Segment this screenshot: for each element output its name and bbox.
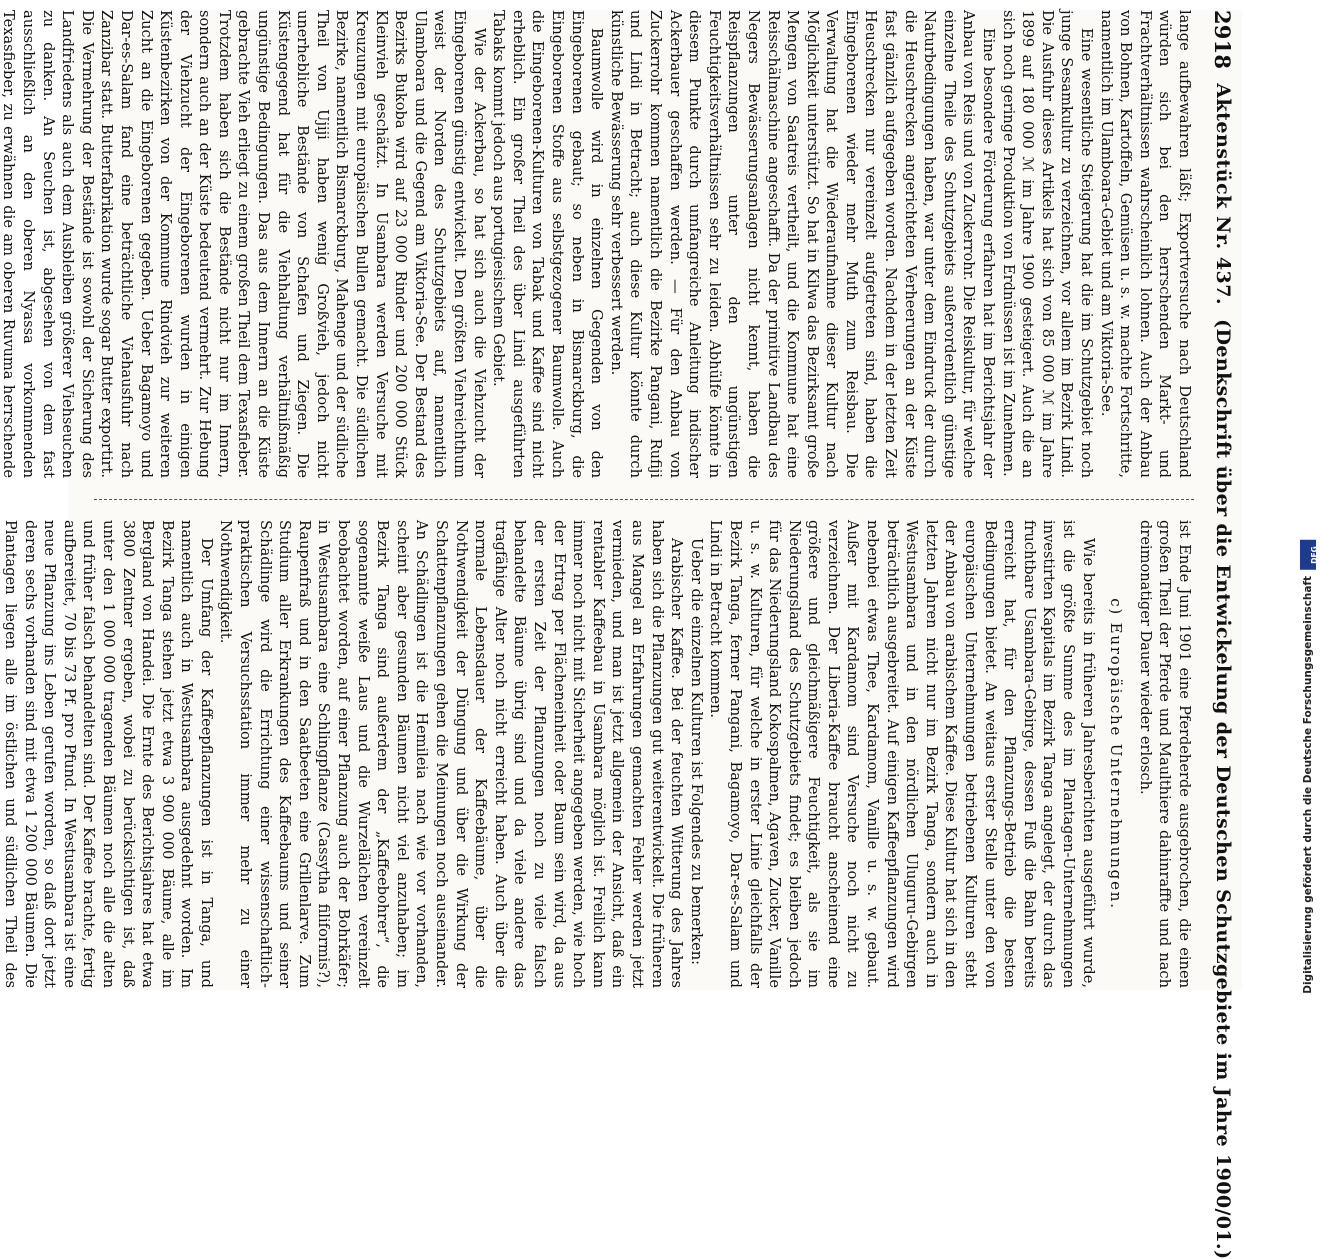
section-heading: c) Europäische Unternehmungen. [1107, 598, 1126, 910]
page-number: 2918 [1210, 10, 1236, 70]
left-column [0, 10, 1194, 479]
running-title: (Denkschrift über die Entwickelung der Deutschen Schutzgebiete im Jahre 1900/01.) [1212, 319, 1234, 1259]
paragraph: Eine besondere Förderung erfahren hat im Berichtsjahr der Anbau von Reis und von Zuckerrohr. Die Reiskultur, für welche einzelne Theile des Schutzgebiets außerordentlich günstige Naturbedingungen haben, war unter dem Eindruck der durch die Heuschrecken angerichteten Verheerungen an der Küste fast gänzlich aufgegeben worden. Nachdem in der letzten Zeit Heuschrecken nur vereinzelt aufgetreten sind, haben die Eingeborenen wieder mehr Muth zum Reisbau. Die Verwaltung hat die Wiederaufnahme dieser Kultur nach Möglichkeit unterstützt. So hat in Kilwa das Bezirksamt große Mengen von Saatreis vertheilt, und die Kommune hat eine Reisschälmaschine angeschafft. Da der primitive Landbau des Negers Bewässerungsanlagen nicht kennt, haben die Reispflanzungen unter den ungünstigen Feuchtigkeitsverhältnissen sehr zu leiden. Abhülfe könnte in diesem Punkte durch umfangreiche Anleitung indischer Ackerbauer geschaffen werden. — Für den Anbau von Zuckerrohr kommen namentlich die Bezirke Pangani, Rufiji und Lindi in Betracht; auch diese Kultur könnte durch künstliche Bewässerung sehr verbessert werden. [607, 10, 998, 479]
column-divider [94, 499, 1194, 500]
paragraph: Arabischer Kaffee. Bei der feuchten Witterung des Jahres haben sich die Pflanzungen gut weiterentwickelt. Die früheren aus Mangel an Erfahrungen gemachten Fehler werden jetzt vermieden, und man ist jetzt allgemein der Ansicht, daß ein rentabler Kaffeebau in Usambara möglich ist. Freilich kann immer noch nicht mit Sicherheit angegeben werden, wie hoch der Ertrag per Flächeneinheit oder Baum sein wird, da aus der ersten Zeit der Pflanzungen noch zu viele falsch behandelte Bäume übrig sind und da viele andere das tragfähige Alter noch nicht erreicht haben. Auch über die normale Lebensdauer der Kaffeebäume, über die Nothwendigkeit der Düngung und über die Wirkung der Schattenpflanzungen gehen die Meinungen noch auseinander. An Schädlingen ist die Hemileia nach wie vor vorhanden, scheint aber gesunden Bäumen nicht viel anzuhaben; im Bezirk Tanga sind außerdem der „Kaffeebohrer“, die sogenannte weiße Laus und die Wurzelälchen vereinzelt beobachtet worden, auf einer Pflanzung auch der Bohrkäfer; in Westusambara eine Schlingpflanze (Cassytha filiformis?), Raupenfraß und in den Saatbeeten eine Grillenlarve. Zum Studium aller Erkrankungen des Kaffeebaums und seiner Schädlinge wird die Errichtung einer wissenschaftlich-praktischen Versuchsstation immer mehr zu einer Nothwendigkeit. [217, 520, 686, 988]
right-column [1, 520, 1194, 988]
paragraph: lange aufbewahren läßt; Exportversuche nach Deutschland würden sich bei den herrschenden Markt- und Frachtverhältnissen wahrscheinlich lohnen. Auch der Anbau von Bohnen, Kartoffeln, Gemüsen u. s. w. machte Fortschritte, namentlich im Ulamboara-Gebiet und am Viktoria-See. [1097, 10, 1193, 478]
page-header [1204, 10, 1242, 1259]
document-number: Aktenstück Nr. 437. [1212, 83, 1234, 306]
dfg-logo: DFG [1300, 540, 1316, 570]
paragraph: ist Ende Juni 1901 eine Pferdeherde ausgebrochen, die einen großen Theil der Pferde und Maulthiere dahinraffte und nach dreimonatiger Dauer wieder erlosch. [1136, 520, 1193, 988]
paragraph: Wie bereits in früheren Jahresberichten ausgeführt wurde, ist die größte Summe des im Plantagen-Unternehmungen investirten Kapitals im Bezirk Tanga angelegt, der durch das fruchtbare Usambara-Gebirge, dessen Fuß die Bahn bereits erreicht hat, für den Pflanzungs-Betrieb die besten Bedingungen bietet. An weitaus erster Stelle unter den von europäischen Unternehmungen betriebenen Kulturen steht der Anbau von arabischem Kaffee. Diese Kultur hat sich in den letzten Jahren nicht nur im Bezirk Tanga, sondern auch in Westusambara und in den nördlichen Uluguru-Gebirgen beträchtlich ausgebreitet. Auf einigen Kaffeepflanzungen wird nebenbei etwas Thee, Kardamom, Vanille u. s. w. gebaut. Außer mit Kardamom sind Versuche noch nicht zu verzeichnen. Der Liberia-Kaffee braucht anscheinend eine größere und gleichmäßigere Feuchtigkeit, als sie im Niederungsland des Schutzgebiets findet; es bleiben jedoch für das Niederungsland Kokospalmen, Agaven, Zucker, Vanille u. s. w. Kulturen, für welche in erster Linie gleichfalls der Bezirk Tanga, ferner Pangani, Bagamoyo, Dar-es-Salam und Lindi in Betracht kommen. [707, 520, 1097, 988]
paragraph: Der Umfang der Kaffeepflanzungen ist in Tanga, und namentlich auch in Westusambara ausgedehnt worden. Im Bezirk Tanga stehen jetzt etwa 3 900 000 Bäume, alle im Bergland von Handei. Die Ernte des Berichtsjahres hat etwa 3800 Zentner ergeben, wobei zu berücksichtigen ist, daß unter den 1 000 000 tragenden Bäumen noch alle die alten und früher falsch behandelten sind. Der Kaffee brachte, fertig aufbereitet, 70 bis 73 Pf. pro Pfund. In Westusambara ist eine neue Pflanzung ins Leben gerufen worden, so daß dort jetzt deren sechs vorhanden sind mit etwa 1 200 000 Bäumen. Die Plantagen liegen alle im östlichen und südlichen Theil des [1, 520, 215, 988]
scanned-page [0, 10, 1242, 1259]
paragraph: Baumwolle wird in einzelnen Gegenden von den Eingeborenen gebaut; so neben in Bismarckburg, die Eingeborenen Stoffe aus selbstgezogener Baumwolle. Auch die Eingeborenen-Kulturen von Tabak und Kaffee sind nicht erheblich. Ein großer Theil des über Lindi ausgeführten Tabaks kommt jedoch aus portugiesischem Gebiet. [490, 10, 606, 478]
digitization-credit [1294, 0, 1322, 1000]
paragraph: Ueber die einzelnen Kulturen ist Folgendes zu bemerken: [687, 538, 705, 966]
paragraph: Eine wesentliche Steigerung hat die im Schutzgebiet noch junge Sesamkultur zu verzeichnen, vor allem im Bezirk Lindi. Die Ausfuhr dieses Artikels hat sich von 85 000 ℳ im Jahre 1899 auf 180 000 ℳ im Jahre 1900 gesteigert. Auch die an sich noch geringe Produktion von Erdnüssen ist im Zunehmen. [999, 10, 1096, 478]
paragraph: Wie der Ackerbau, so hat sich auch die Viehzucht der Eingeborenen günstig entwickelt. Den größten Viehreichthum weist der Norden des Schutzgebiets auf, namentlich Ulamboara und die Gegend am Viktoria-See. Der Bestand des Bezirks Bukoba wird auf 23 000 Rinder und 200 000 Stück Kleinvieh geschätzt. In Usambara werden Versuche mit Kreuzungen mit europäischen Bullen gemacht. Die südlichen Bezirke, namentlich Bismarckburg, Mahenge und der südliche Theil von Ujiji haben wenig Großvieh, jedoch nicht unerhebliche Bestände von Schafen und Ziegen. Die Küstengegend hat für die Viehhaltung verhältnißmäßig ungünstige Bedingungen. Das aus dem Innern an die Küste gebrachte Vieh erliegt zu einem großen Theil dem Texasfieber. Trotzdem haben sich die Bestände nicht nur im Innern, sondern auch an der Küste bedeutend vermehrt. Zur Hebung der Viehzucht der Eingeborenen wurden in einigen Küstenbezirken von der Kommune Rindvieh zur weiteren Zucht an die Eingeborenen gegeben. Ueber Bagamoyo und Dar-es-Salam fand eine beträchtliche Viehausfuhr nach Zanzibar statt. Butterfabrikation wurde sogar Butter exportirt. Die Vermehrung der Bestände ist sowohl der Sicherung des Landfriedens als auch dem Ausbleiben größerer Viehseuchen zu danken. An Seuchen ist, abgesehen von dem fast ausschließlich an den oberen Nyassa vorkommenden Texasfieber, zu erwähnen die am oberen Ruvuma herrschende [0, 10, 488, 478]
credit-text: Digitalisierung gefördert durch die Deutsche Forschungsgemeinschaft [1302, 576, 1314, 994]
